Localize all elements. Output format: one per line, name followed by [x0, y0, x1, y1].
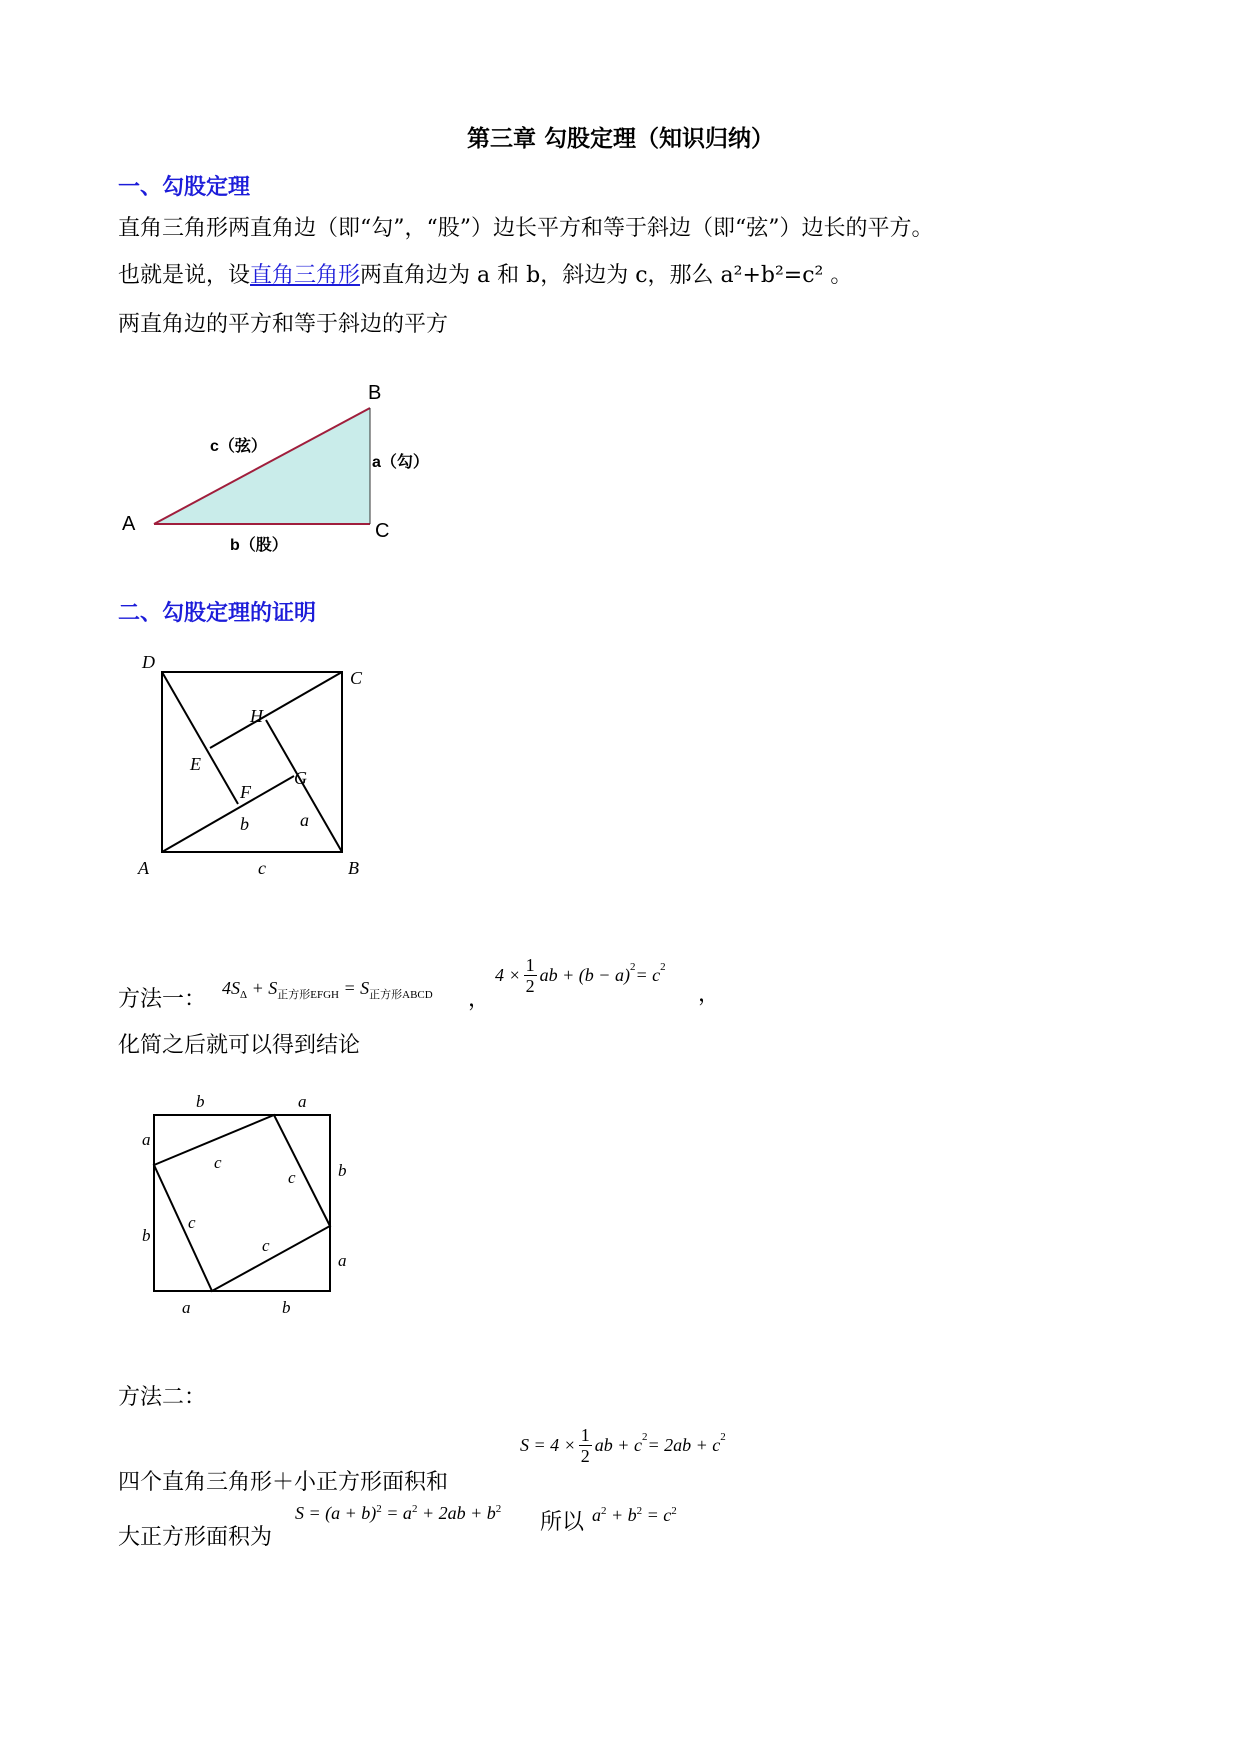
- so-text: 所以: [540, 1510, 585, 1535]
- formula-1-comma: ，: [468, 987, 491, 1012]
- formula-a-numerator: 1: [580, 1425, 590, 1445]
- bottom-label-a: a: [182, 1298, 191, 1317]
- formula-1-sub-abcd: 正方形ABCD: [369, 989, 433, 1001]
- formula-a-left: S = 4 ×: [520, 1435, 576, 1455]
- top-label-b: b: [196, 1092, 205, 1111]
- right-label-b: b: [338, 1161, 347, 1180]
- formula-2-exp2: 2: [660, 961, 666, 973]
- right-triangle-figure: [118, 375, 429, 575]
- formula-c-a: a: [592, 1505, 601, 1525]
- bottom-label-b: b: [282, 1298, 291, 1317]
- conclusion-line: 化简之后就可以得到结论: [118, 1033, 361, 1058]
- right-triangle-link[interactable]: 直角三角形: [250, 263, 361, 288]
- label-b-side: b: [240, 814, 249, 834]
- formula-1-sub-triangle: Δ: [240, 989, 248, 1001]
- formula-1-plus: + S: [247, 978, 278, 998]
- formula-a-exp2: 2: [720, 1431, 726, 1443]
- left-label-a: a: [142, 1130, 151, 1149]
- fraction-numerator: 1: [525, 955, 535, 975]
- base-side-label: b（股）: [230, 537, 288, 554]
- formula-2-eq: = c: [635, 965, 661, 985]
- formula-2-fraction: [524, 955, 537, 996]
- formula-line-prefix: 也就是说，设: [118, 263, 251, 288]
- method-2-label: 方法二：: [118, 1385, 207, 1410]
- formula-line-suffix: 两直角边为 a 和 b，斜边为 c，那么 a²+b²=c² 。: [360, 263, 853, 288]
- formula-2-comma: ，: [698, 982, 721, 1007]
- method-1-formula-1: [222, 978, 433, 1002]
- formula-b-mid: = a: [381, 1503, 412, 1523]
- formula-b-exp3: 2: [495, 1503, 502, 1515]
- top-label-a: a: [298, 1092, 307, 1111]
- formula-line: [118, 261, 852, 291]
- summary-line: 两直角边的平方和等于斜边的平方: [118, 312, 449, 337]
- inner-label-c-1: c: [214, 1153, 222, 1172]
- label-c-side: c: [258, 858, 266, 878]
- formula-2-left: 4 ×: [495, 965, 521, 985]
- vertical-side-label: a（勾）: [372, 454, 429, 471]
- label-f: F: [240, 782, 251, 802]
- section-heading-1: 一、勾股定理: [118, 175, 251, 200]
- method-2-formula-c: [592, 1505, 677, 1526]
- outer-square: [162, 672, 342, 852]
- method-2-line-2: 大正方形面积为: [118, 1525, 273, 1550]
- formula-a-denominator: 2: [580, 1446, 590, 1466]
- label-g: G: [294, 768, 307, 788]
- left-label-b: b: [142, 1226, 151, 1245]
- vertex-b-label: B: [368, 382, 382, 404]
- label-e: E: [190, 754, 201, 774]
- definition-line: 直角三角形两直角边（即“勾”，“股”）边长平方和等于斜边（即“弦”）边长的平方。: [118, 216, 934, 241]
- formula-1-sub-efgh: 正方形EFGH: [277, 989, 339, 1001]
- formula-a-exp: 2: [641, 1431, 648, 1443]
- label-c-vertex: C: [350, 668, 363, 688]
- formula-a-fraction: [579, 1425, 592, 1466]
- formula-b-exp2: 2: [411, 1503, 418, 1515]
- formula-2-mid: ab + (b − a): [539, 965, 630, 985]
- vertex-c-label: C: [375, 520, 390, 542]
- formula-c-eq: = c: [642, 1505, 672, 1525]
- fraction-denominator: 2: [525, 976, 535, 996]
- page-title: 第三章 勾股定理（知识归纳）: [466, 126, 774, 152]
- proof-figure-2: [130, 1085, 370, 1317]
- label-d: D: [142, 652, 155, 672]
- inner-label-c-4: c: [262, 1236, 270, 1255]
- formula-2-exp: 2: [629, 961, 636, 973]
- formula-1-coef: 4S: [222, 978, 240, 998]
- section-heading-2: 二、勾股定理的证明: [118, 601, 317, 626]
- formula-b-exp: 2: [376, 1503, 382, 1515]
- method-2-formula-b: [295, 1503, 501, 1524]
- method-1-label: 方法一：: [118, 987, 207, 1012]
- method-1-formula-2: [495, 955, 666, 996]
- inner-label-c-2: c: [288, 1168, 296, 1187]
- method-2-formula-a: [520, 1425, 726, 1466]
- outer-square-2: [154, 1115, 330, 1291]
- label-b-vertex: B: [348, 858, 359, 878]
- label-a-side: a: [300, 810, 309, 830]
- vertex-a-label: A: [122, 513, 136, 535]
- formula-b-tail: + 2ab + b: [417, 1503, 496, 1523]
- formula-c-exp2: 2: [636, 1505, 643, 1517]
- method-2-line-1: 四个直角三角形＋小正方形面积和: [118, 1470, 449, 1495]
- formula-a-right: ab + c: [594, 1435, 642, 1455]
- formula-1-eq: = S: [338, 978, 370, 998]
- label-h: H: [250, 706, 263, 726]
- inner-label-c-3: c: [188, 1213, 196, 1232]
- right-label-a: a: [338, 1251, 347, 1270]
- proof-figure-1: [130, 652, 370, 887]
- formula-a-tail: = 2ab + c: [647, 1435, 721, 1455]
- formula-b-left: S = (a + b): [295, 1503, 377, 1523]
- formula-c-plus: + b: [606, 1505, 637, 1525]
- label-a-vertex: A: [138, 858, 149, 878]
- formula-c-exp1: 2: [601, 1505, 607, 1517]
- formula-c-exp3: 2: [671, 1505, 677, 1517]
- inner-tilted-square: [154, 1115, 330, 1291]
- hypotenuse-label: c（弦）: [210, 438, 267, 455]
